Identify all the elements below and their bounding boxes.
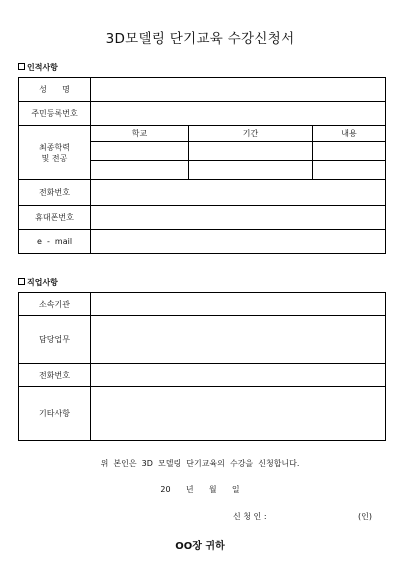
edu-col-school: 학교	[91, 126, 189, 142]
education-label	[19, 126, 91, 180]
mobile-label: 휴대폰번호	[19, 206, 91, 230]
seal-mark: (인)	[358, 512, 372, 521]
edu-content-cell[interactable]	[313, 142, 386, 161]
personal-info-table	[18, 77, 386, 254]
form-title: 3D모델링 단기교육 수강신청서	[105, 31, 295, 47]
date-line: 20 년 월 일	[160, 485, 240, 494]
recipient-line: OO장 귀하	[175, 541, 225, 552]
phone-field[interactable]	[91, 180, 386, 206]
checkbox-square-icon	[18, 278, 25, 285]
etc-field[interactable]	[91, 387, 386, 441]
name-field[interactable]	[91, 78, 386, 102]
edu-col-content: 내용	[313, 126, 386, 142]
edu-col-period: 기간	[189, 126, 313, 142]
mobile-field[interactable]	[91, 206, 386, 230]
rrn-field[interactable]	[91, 102, 386, 126]
job-phone-field[interactable]	[91, 364, 386, 387]
education-label-line1: 최종학력	[39, 142, 70, 152]
education-label-line2: 및 전공	[41, 153, 68, 163]
email-field[interactable]	[91, 230, 386, 254]
org-label: 소속기관	[19, 293, 91, 316]
edu-content-cell[interactable]	[313, 161, 386, 180]
phone-label: 전화번호	[19, 180, 91, 206]
applicant-label: 신 청 인 :	[233, 512, 267, 521]
name-label: 성 명	[19, 78, 91, 102]
section-personal-heading	[18, 62, 58, 73]
duty-label: 담당업무	[19, 316, 91, 364]
application-statement: 위 본인은 3D 모델링 단기교육의 수강을 신청합니다.	[100, 459, 300, 468]
edu-period-cell[interactable]	[189, 161, 313, 180]
edu-school-cell[interactable]	[91, 161, 189, 180]
edu-period-cell[interactable]	[189, 142, 313, 161]
section-job-heading	[18, 277, 58, 288]
job-info-table	[18, 292, 386, 441]
org-field[interactable]	[91, 293, 386, 316]
etc-label: 기타사항	[19, 387, 91, 441]
checkbox-square-icon	[18, 63, 25, 70]
section-personal-label: 인적사항	[27, 63, 58, 72]
duty-field[interactable]	[91, 316, 386, 364]
edu-school-cell[interactable]	[91, 142, 189, 161]
rrn-label: 주민등록번호	[19, 102, 91, 126]
job-phone-label: 전화번호	[19, 364, 91, 387]
section-job-label: 직업사항	[27, 278, 58, 287]
email-label: e - mail	[19, 230, 91, 254]
